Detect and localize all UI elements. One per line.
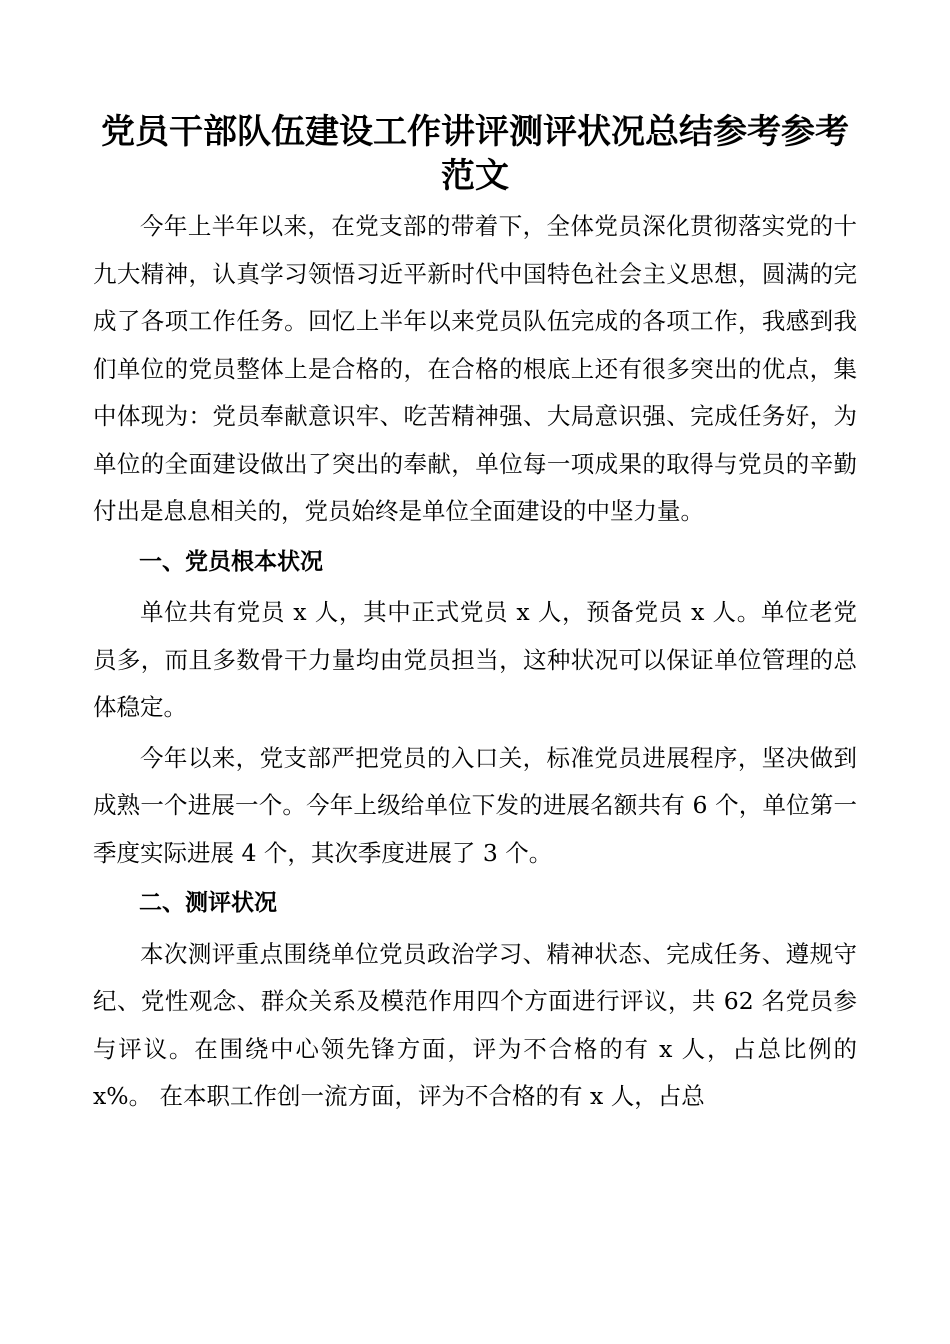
- document-title: 党员干部队伍建设工作讲评测评状况总结参考参考范文: [101, 112, 849, 196]
- document-body: [93, 203, 857, 1124]
- section-heading-evaluation-status: 二、测评状况: [139, 890, 277, 916]
- section2-paragraph-1: 本次测评重点围绕单位党员政治学习、精神状态、完成任务、遵规守纪、党性观念、群众关系及模范作用四个方面进行评议，共 62 名党员参与评议。在围绕中心领先锋方面，评为不合格的有 x 人，占总比例的 x%。 在本职工作创一流方面，评为不合格的有 x 人，占总: [93, 939, 857, 1110]
- section-heading-basic-status: 一、党员根本状况: [139, 548, 323, 575]
- intro-paragraph: 今年上半年以来，在党支部的带着下，全体党员深化贯彻落实党的十九大精神，认真学习领悟习近平新时代中国特色社会主义思想，圆满的完成了各项工作任务。回忆上半年以来党员队伍完成的各项工作，我感到我们单位的党员整体上是合格的，在合格的根底上还有很多突出的优点，集中体现为：党员奉献意识牢、吃苦精神强、大局意识强、完成任务好，为单位的全面建设做出了突出的奉献，单位每一项成果的取得与党员的辛勤付出是息息相关的，党员始终是单位全面建设的中坚力量。: [93, 212, 857, 525]
- section1-paragraph-1: 单位共有党员 x 人，其中正式党员 x 人，预备党员 x 人。单位老党员多，而且多数骨干力量均由党员担当，这种状况可以保证单位管理的总体稳定。: [93, 598, 857, 721]
- section1-paragraph-2: 今年以来，党支部严把党员的入口关，标准党员进展程序，坚决做到成熟一个进展一个。今年上级给单位下发的进展名额共有 6 个，单位第一季度实际进展 4 个，其次季度进展了 3 个。: [93, 743, 857, 867]
